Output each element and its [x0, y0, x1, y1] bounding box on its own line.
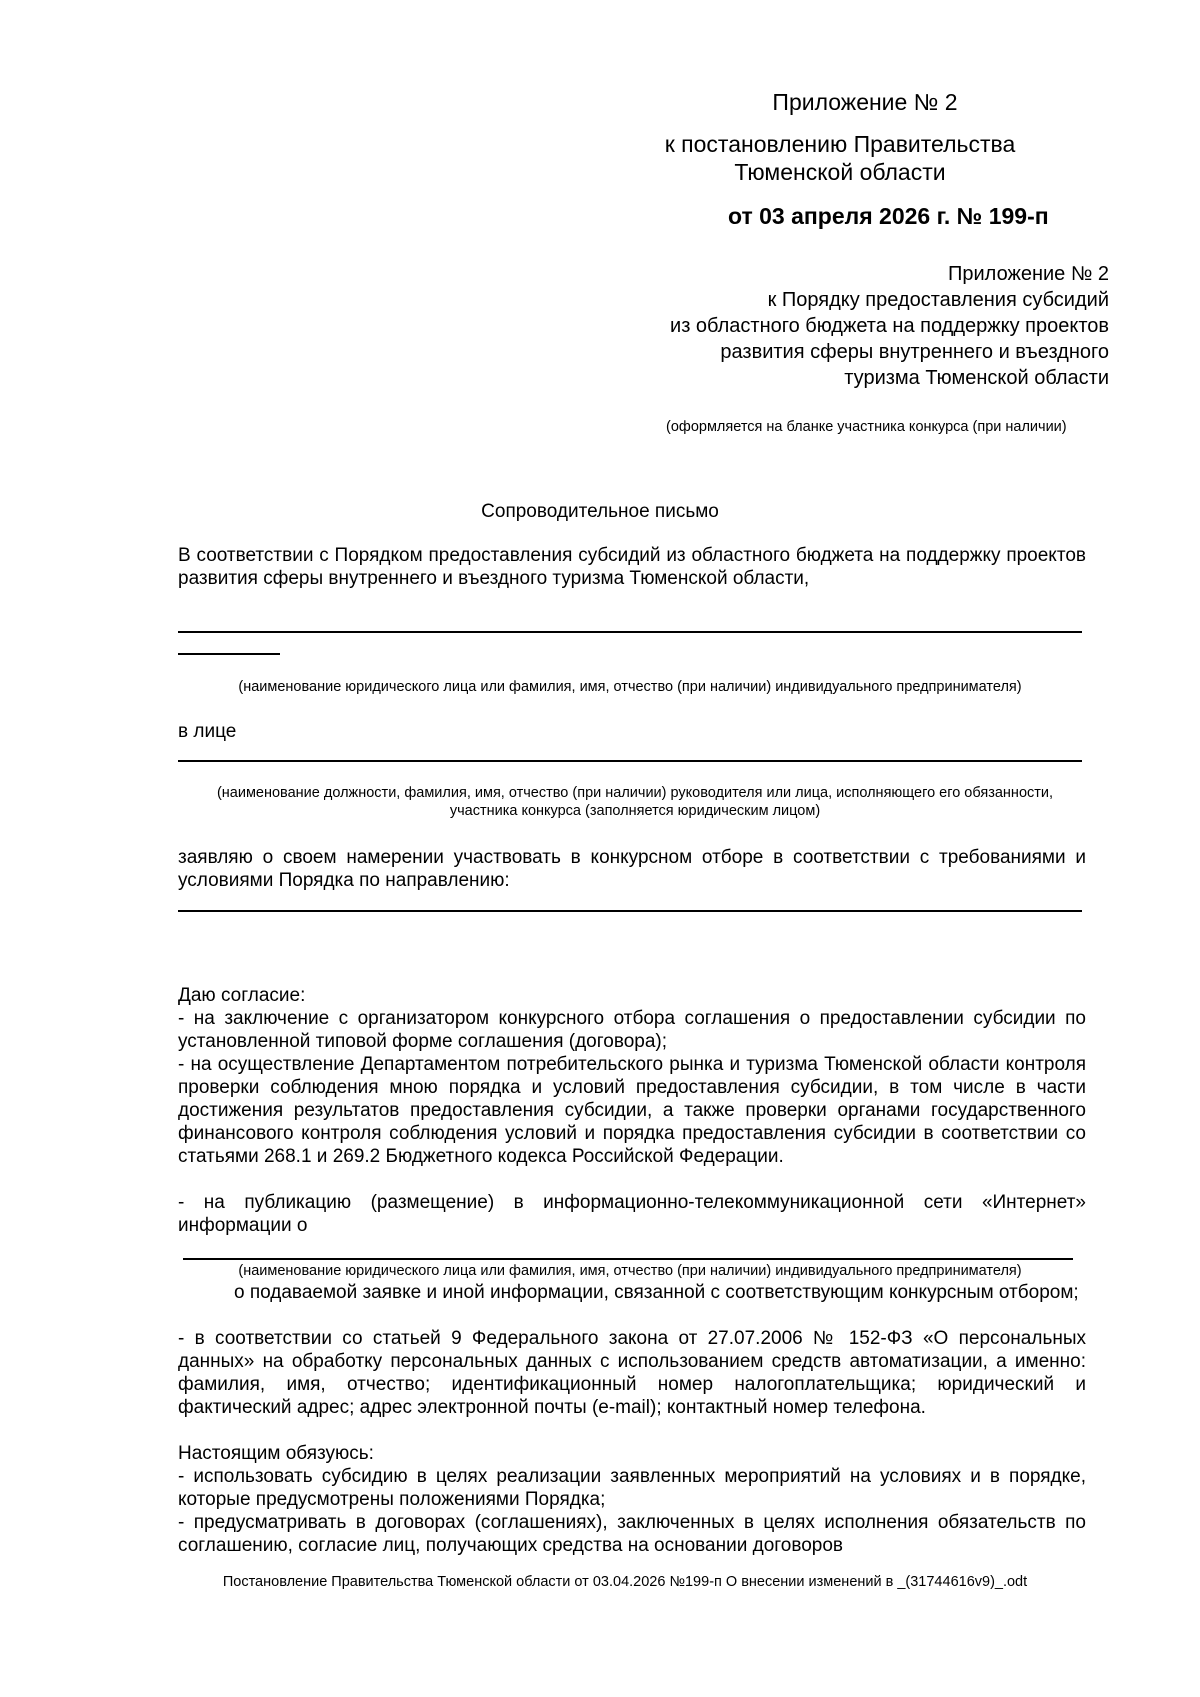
consent-heading: Даю согласие:: [178, 985, 306, 1006]
caption-entity-2: (наименование юридического лица или фамилия, имя, отчество (при наличии) индивидуального предпринимателя): [238, 1263, 1022, 1279]
resolution-date-number: от 03 апреля 2026 г. № 199-п: [728, 203, 1049, 229]
sub-appendix-line-4: развития сферы внутреннего и въездного: [720, 341, 1109, 363]
letter-title: Сопроводительное письмо: [481, 501, 719, 522]
consent-item-3-continued: о подаваемой заявке и иной информации, связанной с соответствующим конкурсным отбором;: [234, 1282, 1079, 1303]
direction-fill-line[interactable]: [178, 910, 1082, 912]
intro-paragraph: В соответствии с Порядком предоставления субсидий из областного бюджета на поддержку проектов развития сферы внутреннего и въездного туризма Тюменской области,: [178, 545, 1086, 589]
obligations-item-2: - предусматривать в договорах (соглашениях), заключенных в целях исполнения обязательств по соглашению, согласие лиц, получающих средства на основании договоров: [178, 1512, 1086, 1556]
caption-entity: (наименование юридического лица или фамилия, имя, отчество (при наличии) индивидуального предпринимателя): [238, 679, 1022, 695]
appendix-title: Приложение № 2: [772, 89, 958, 115]
consent-item-1: - на заключение с организатором конкурсного отбора соглашения о предоставлении субсидии по установленной типовой форме соглашения (договора);: [178, 1008, 1086, 1052]
sub-appendix-line-5: туризма Тюменской области: [844, 367, 1109, 389]
entity-fill-line[interactable]: [178, 631, 1082, 633]
consent-item-3: - на публикацию (размещение) в информационно-телекоммуникационной сети «Интернет» информации о: [178, 1192, 1086, 1236]
position-fill-line[interactable]: [178, 760, 1082, 762]
sub-appendix-line-1: Приложение № 2: [948, 263, 1109, 285]
consent-item-4: - в соответствии со статьей 9 Федерального закона от 27.07.2006 № 152-ФЗ «О персональных данных» на обработку персональных данных с использованием средств автоматизации, а именно: фамилия, имя, отчество; идентификационный номер налогоплательщика; юридический и фактический адрес; адрес электронной почты (e-mail); контактный номер телефона.: [178, 1328, 1086, 1418]
entity-fill-line-short[interactable]: [178, 653, 280, 655]
resolution-line-1: к постановлению Правительства: [664, 131, 1016, 157]
resolution-line-2: Тюменской области: [734, 159, 946, 185]
blank-note: (оформляется на бланке участника конкурса (при наличии): [666, 419, 1067, 435]
in-person-label: в лице: [178, 721, 237, 742]
obligations-item-1: - использовать субсидию в целях реализации заявленных мероприятий на условиях и в порядке, которые предусмотрены положениями Порядка;: [178, 1466, 1086, 1510]
obligations-heading: Настоящим обязуюсь:: [178, 1443, 374, 1464]
entity-fill-line-2[interactable]: [183, 1258, 1073, 1260]
sub-appendix-line-3: из областного бюджета на поддержку проектов: [670, 315, 1109, 337]
declaration-text: заявляю о своем намерении участвовать в конкурсном отборе в соответствии с требованиями и условиями Порядка по направлению:: [178, 847, 1086, 891]
page-footer: Постановление Правительства Тюменской области от 03.04.2026 №199-п О внесении изменений в _(31744616v9)_.odt: [222, 1574, 1028, 1590]
caption-position: (наименование должности, фамилия, имя, отчество (при наличии) руководителя или лица, исполняющего его обязанности, участника конкурса (заполняется юридическим лицом): [216, 785, 1054, 819]
consent-item-2: - на осуществление Департаментом потребительского рынка и туризма Тюменской области контроля проверки соблюдения мною порядка и условий предоставления субсидии, в том числе в части достижения результатов предоставления субсидии, а также проверки органами государственного финансового контроля соблюдения условий и порядка предоставления субсидии в соответствии со статьями 268.1 и 269.2 Бюджетного кодекса Российской Федерации.: [178, 1054, 1086, 1167]
sub-appendix-line-2: к Порядку предоставления субсидий: [767, 289, 1109, 311]
